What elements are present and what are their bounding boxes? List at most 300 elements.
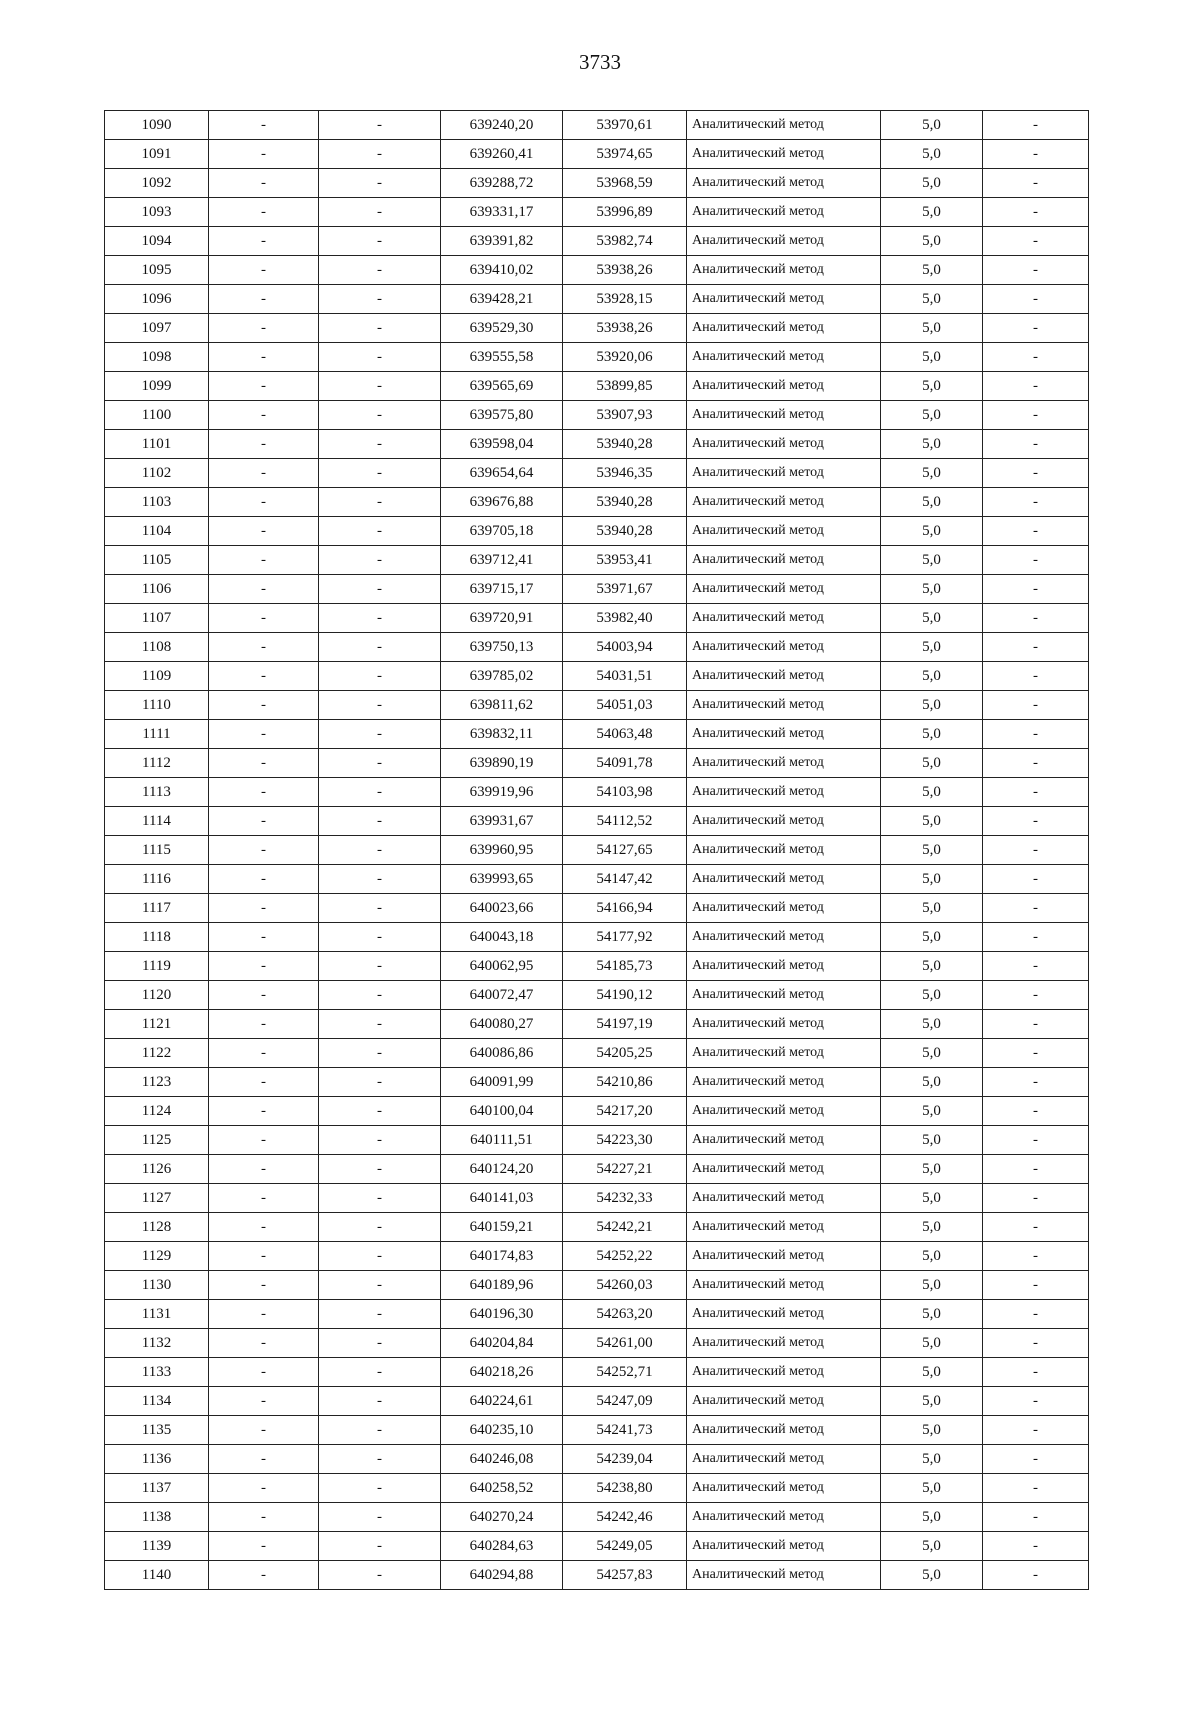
y-coordinate-cell: 54051,03 [563,691,687,720]
accuracy-cell: 5,0 [881,227,983,256]
method-cell: Аналитический метод [687,952,881,981]
empty-cell-c: - [983,1300,1089,1329]
accuracy-cell: 5,0 [881,778,983,807]
table-row [105,1532,1089,1561]
point-number-cell: 1124 [105,1097,209,1126]
empty-cell-a: - [209,865,319,894]
empty-cell-a: - [209,952,319,981]
method-cell: Аналитический метод [687,169,881,198]
x-coordinate-cell: 639391,82 [441,227,563,256]
empty-cell-a: - [209,1561,319,1590]
empty-cell-a: - [209,169,319,198]
x-coordinate-cell: 639410,02 [441,256,563,285]
empty-cell-a: - [209,140,319,169]
method-cell: Аналитический метод [687,1474,881,1503]
x-coordinate-cell: 640204,84 [441,1329,563,1358]
y-coordinate-cell: 54242,21 [563,1213,687,1242]
empty-cell-c: - [983,430,1089,459]
y-coordinate-cell: 53899,85 [563,372,687,401]
table-row [105,575,1089,604]
x-coordinate-cell: 639720,91 [441,604,563,633]
empty-cell-a: - [209,662,319,691]
empty-cell-b: - [319,1184,441,1213]
point-number-cell: 1092 [105,169,209,198]
empty-cell-a: - [209,1416,319,1445]
empty-cell-a: - [209,1358,319,1387]
y-coordinate-cell: 53940,28 [563,517,687,546]
empty-cell-a: - [209,1184,319,1213]
y-coordinate-cell: 53920,06 [563,343,687,372]
empty-cell-c: - [983,1242,1089,1271]
accuracy-cell: 5,0 [881,720,983,749]
empty-cell-a: - [209,430,319,459]
table-row [105,1503,1089,1532]
x-coordinate-cell: 639705,18 [441,517,563,546]
empty-cell-b: - [319,662,441,691]
method-cell: Аналитический метод [687,140,881,169]
empty-cell-c: - [983,952,1089,981]
empty-cell-b: - [319,1532,441,1561]
empty-cell-b: - [319,1387,441,1416]
point-number-cell: 1091 [105,140,209,169]
empty-cell-a: - [209,111,319,140]
x-coordinate-cell: 639931,67 [441,807,563,836]
x-coordinate-cell: 640141,03 [441,1184,563,1213]
table-row [105,1300,1089,1329]
y-coordinate-cell: 54177,92 [563,923,687,952]
empty-cell-b: - [319,314,441,343]
empty-cell-c: - [983,1010,1089,1039]
empty-cell-c: - [983,343,1089,372]
empty-cell-b: - [319,1010,441,1039]
method-cell: Аналитический метод [687,459,881,488]
y-coordinate-cell: 54031,51 [563,662,687,691]
empty-cell-c: - [983,256,1089,285]
table-row [105,1474,1089,1503]
method-cell: Аналитический метод [687,111,881,140]
accuracy-cell: 5,0 [881,952,983,981]
x-coordinate-cell: 639575,80 [441,401,563,430]
empty-cell-b: - [319,1242,441,1271]
empty-cell-c: - [983,691,1089,720]
table-row [105,314,1089,343]
y-coordinate-cell: 54063,48 [563,720,687,749]
accuracy-cell: 5,0 [881,372,983,401]
empty-cell-a: - [209,314,319,343]
empty-cell-b: - [319,111,441,140]
y-coordinate-cell: 54103,98 [563,778,687,807]
accuracy-cell: 5,0 [881,691,983,720]
point-number-cell: 1139 [105,1532,209,1561]
table-row [105,140,1089,169]
empty-cell-b: - [319,1445,441,1474]
x-coordinate-cell: 639890,19 [441,749,563,778]
empty-cell-b: - [319,372,441,401]
y-coordinate-cell: 53940,28 [563,430,687,459]
table-row [105,1010,1089,1039]
empty-cell-a: - [209,1387,319,1416]
y-coordinate-cell: 54261,00 [563,1329,687,1358]
empty-cell-a: - [209,604,319,633]
y-coordinate-cell: 54247,09 [563,1387,687,1416]
empty-cell-a: - [209,1532,319,1561]
empty-cell-b: - [319,1097,441,1126]
y-coordinate-cell: 54249,05 [563,1532,687,1561]
empty-cell-b: - [319,923,441,952]
table-row [105,1039,1089,1068]
y-coordinate-cell: 53971,67 [563,575,687,604]
y-coordinate-cell: 53907,93 [563,401,687,430]
empty-cell-b: - [319,1358,441,1387]
empty-cell-c: - [983,1097,1089,1126]
x-coordinate-cell: 640218,26 [441,1358,563,1387]
accuracy-cell: 5,0 [881,1097,983,1126]
method-cell: Аналитический метод [687,575,881,604]
empty-cell-c: - [983,1329,1089,1358]
empty-cell-c: - [983,575,1089,604]
point-number-cell: 1106 [105,575,209,604]
y-coordinate-cell: 54252,71 [563,1358,687,1387]
point-number-cell: 1109 [105,662,209,691]
empty-cell-c: - [983,1445,1089,1474]
y-coordinate-cell: 53938,26 [563,314,687,343]
empty-cell-b: - [319,1561,441,1590]
x-coordinate-cell: 639598,04 [441,430,563,459]
accuracy-cell: 5,0 [881,198,983,227]
accuracy-cell: 5,0 [881,981,983,1010]
table-row [105,1416,1089,1445]
empty-cell-c: - [983,169,1089,198]
accuracy-cell: 5,0 [881,1039,983,1068]
empty-cell-c: - [983,1474,1089,1503]
table-row [105,720,1089,749]
empty-cell-a: - [209,1126,319,1155]
table-row [105,169,1089,198]
empty-cell-c: - [983,488,1089,517]
empty-cell-a: - [209,1329,319,1358]
accuracy-cell: 5,0 [881,1387,983,1416]
point-number-cell: 1138 [105,1503,209,1532]
x-coordinate-cell: 639919,96 [441,778,563,807]
point-number-cell: 1100 [105,401,209,430]
x-coordinate-cell: 640091,99 [441,1068,563,1097]
empty-cell-c: - [983,459,1089,488]
empty-cell-a: - [209,923,319,952]
empty-cell-c: - [983,140,1089,169]
empty-cell-a: - [209,1503,319,1532]
table-row [105,1329,1089,1358]
empty-cell-b: - [319,720,441,749]
table-row [105,1097,1089,1126]
table-row [105,865,1089,894]
point-number-cell: 1096 [105,285,209,314]
empty-cell-b: - [319,169,441,198]
y-coordinate-cell: 54205,25 [563,1039,687,1068]
point-number-cell: 1108 [105,633,209,662]
table-row [105,633,1089,662]
table-row [105,691,1089,720]
table-row [105,749,1089,778]
method-cell: Аналитический метод [687,401,881,430]
table-row [105,488,1089,517]
empty-cell-b: - [319,459,441,488]
empty-cell-c: - [983,1532,1089,1561]
method-cell: Аналитический метод [687,1039,881,1068]
table-row [105,1271,1089,1300]
table-row [105,285,1089,314]
empty-cell-b: - [319,952,441,981]
empty-cell-b: - [319,633,441,662]
empty-cell-a: - [209,401,319,430]
method-cell: Аналитический метод [687,749,881,778]
empty-cell-b: - [319,430,441,459]
point-number-cell: 1116 [105,865,209,894]
empty-cell-b: - [319,575,441,604]
accuracy-cell: 5,0 [881,401,983,430]
empty-cell-c: - [983,836,1089,865]
accuracy-cell: 5,0 [881,1416,983,1445]
empty-cell-b: - [319,1068,441,1097]
x-coordinate-cell: 640189,96 [441,1271,563,1300]
accuracy-cell: 5,0 [881,256,983,285]
y-coordinate-cell: 54238,80 [563,1474,687,1503]
empty-cell-c: - [983,662,1089,691]
x-coordinate-cell: 640270,24 [441,1503,563,1532]
accuracy-cell: 5,0 [881,1474,983,1503]
x-coordinate-cell: 640072,47 [441,981,563,1010]
x-coordinate-cell: 639331,17 [441,198,563,227]
empty-cell-a: - [209,1039,319,1068]
empty-cell-a: - [209,1213,319,1242]
accuracy-cell: 5,0 [881,1561,983,1590]
table-row [105,343,1089,372]
y-coordinate-cell: 53982,40 [563,604,687,633]
method-cell: Аналитический метод [687,546,881,575]
point-number-cell: 1099 [105,372,209,401]
point-number-cell: 1115 [105,836,209,865]
point-number-cell: 1097 [105,314,209,343]
empty-cell-c: - [983,111,1089,140]
accuracy-cell: 5,0 [881,488,983,517]
x-coordinate-cell: 639288,72 [441,169,563,198]
empty-cell-a: - [209,1155,319,1184]
method-cell: Аналитический метод [687,1387,881,1416]
x-coordinate-cell: 639960,95 [441,836,563,865]
x-coordinate-cell: 639715,17 [441,575,563,604]
y-coordinate-cell: 54242,46 [563,1503,687,1532]
x-coordinate-cell: 639240,20 [441,111,563,140]
y-coordinate-cell: 54147,42 [563,865,687,894]
empty-cell-c: - [983,1184,1089,1213]
method-cell: Аналитический метод [687,720,881,749]
point-number-cell: 1094 [105,227,209,256]
empty-cell-b: - [319,227,441,256]
empty-cell-c: - [983,865,1089,894]
y-coordinate-cell: 53940,28 [563,488,687,517]
empty-cell-a: - [209,720,319,749]
table-row [105,778,1089,807]
point-number-cell: 1090 [105,111,209,140]
method-cell: Аналитический метод [687,343,881,372]
empty-cell-c: - [983,923,1089,952]
y-coordinate-cell: 53953,41 [563,546,687,575]
method-cell: Аналитический метод [687,1126,881,1155]
empty-cell-c: - [983,401,1089,430]
point-number-cell: 1137 [105,1474,209,1503]
method-cell: Аналитический метод [687,1329,881,1358]
table-row [105,459,1089,488]
x-coordinate-cell: 639428,21 [441,285,563,314]
point-number-cell: 1136 [105,1445,209,1474]
y-coordinate-cell: 54217,20 [563,1097,687,1126]
empty-cell-a: - [209,1474,319,1503]
point-number-cell: 1134 [105,1387,209,1416]
accuracy-cell: 5,0 [881,1300,983,1329]
accuracy-cell: 5,0 [881,894,983,923]
empty-cell-b: - [319,691,441,720]
x-coordinate-cell: 639993,65 [441,865,563,894]
empty-cell-c: - [983,517,1089,546]
y-coordinate-cell: 54112,52 [563,807,687,836]
point-number-cell: 1105 [105,546,209,575]
x-coordinate-cell: 639260,41 [441,140,563,169]
x-coordinate-cell: 639555,58 [441,343,563,372]
empty-cell-b: - [319,894,441,923]
empty-cell-c: - [983,1416,1089,1445]
empty-cell-a: - [209,778,319,807]
x-coordinate-cell: 640043,18 [441,923,563,952]
x-coordinate-cell: 640111,51 [441,1126,563,1155]
empty-cell-a: - [209,633,319,662]
table-row [105,807,1089,836]
point-number-cell: 1135 [105,1416,209,1445]
x-coordinate-cell: 640124,20 [441,1155,563,1184]
accuracy-cell: 5,0 [881,865,983,894]
x-coordinate-cell: 639565,69 [441,372,563,401]
method-cell: Аналитический метод [687,662,881,691]
y-coordinate-cell: 54223,30 [563,1126,687,1155]
table-row [105,923,1089,952]
empty-cell-c: - [983,1213,1089,1242]
empty-cell-c: - [983,749,1089,778]
point-number-cell: 1113 [105,778,209,807]
x-coordinate-cell: 640159,21 [441,1213,563,1242]
accuracy-cell: 5,0 [881,1271,983,1300]
y-coordinate-cell: 53974,65 [563,140,687,169]
y-coordinate-cell: 54127,65 [563,836,687,865]
point-number-cell: 1102 [105,459,209,488]
empty-cell-c: - [983,633,1089,662]
accuracy-cell: 5,0 [881,343,983,372]
table-row [105,430,1089,459]
point-number-cell: 1101 [105,430,209,459]
accuracy-cell: 5,0 [881,1010,983,1039]
method-cell: Аналитический метод [687,633,881,662]
accuracy-cell: 5,0 [881,1126,983,1155]
method-cell: Аналитический метод [687,1097,881,1126]
empty-cell-c: - [983,894,1089,923]
empty-cell-c: - [983,981,1089,1010]
empty-cell-b: - [319,1300,441,1329]
accuracy-cell: 5,0 [881,459,983,488]
empty-cell-a: - [209,1445,319,1474]
method-cell: Аналитический метод [687,604,881,633]
method-cell: Аналитический метод [687,1010,881,1039]
empty-cell-a: - [209,227,319,256]
table-row [105,836,1089,865]
empty-cell-b: - [319,1329,441,1358]
table-row [105,1445,1089,1474]
y-coordinate-cell: 54241,73 [563,1416,687,1445]
accuracy-cell: 5,0 [881,1532,983,1561]
method-cell: Аналитический метод [687,314,881,343]
empty-cell-a: - [209,1242,319,1271]
empty-cell-a: - [209,1300,319,1329]
y-coordinate-cell: 54263,20 [563,1300,687,1329]
empty-cell-c: - [983,198,1089,227]
table-row [105,604,1089,633]
point-number-cell: 1103 [105,488,209,517]
empty-cell-b: - [319,1474,441,1503]
method-cell: Аналитический метод [687,285,881,314]
empty-cell-a: - [209,894,319,923]
table-row [105,198,1089,227]
accuracy-cell: 5,0 [881,1068,983,1097]
empty-cell-c: - [983,604,1089,633]
point-number-cell: 1118 [105,923,209,952]
y-coordinate-cell: 54252,22 [563,1242,687,1271]
point-number-cell: 1093 [105,198,209,227]
table-row [105,894,1089,923]
accuracy-cell: 5,0 [881,111,983,140]
table-row [105,1184,1089,1213]
accuracy-cell: 5,0 [881,546,983,575]
method-cell: Аналитический метод [687,227,881,256]
point-number-cell: 1132 [105,1329,209,1358]
table-row [105,1068,1089,1097]
method-cell: Аналитический метод [687,430,881,459]
point-number-cell: 1098 [105,343,209,372]
y-coordinate-cell: 53996,89 [563,198,687,227]
point-number-cell: 1122 [105,1039,209,1068]
empty-cell-a: - [209,981,319,1010]
accuracy-cell: 5,0 [881,749,983,778]
point-number-cell: 1120 [105,981,209,1010]
accuracy-cell: 5,0 [881,430,983,459]
x-coordinate-cell: 639832,11 [441,720,563,749]
y-coordinate-cell: 53938,26 [563,256,687,285]
coordinates-table [104,110,1089,1590]
y-coordinate-cell: 53982,74 [563,227,687,256]
accuracy-cell: 5,0 [881,1358,983,1387]
empty-cell-b: - [319,488,441,517]
method-cell: Аналитический метод [687,1561,881,1590]
empty-cell-b: - [319,1503,441,1532]
accuracy-cell: 5,0 [881,140,983,169]
empty-cell-a: - [209,1068,319,1097]
accuracy-cell: 5,0 [881,662,983,691]
empty-cell-a: - [209,575,319,604]
table-row [105,1561,1089,1590]
empty-cell-b: - [319,1126,441,1155]
empty-cell-b: - [319,517,441,546]
method-cell: Аналитический метод [687,488,881,517]
y-coordinate-cell: 54185,73 [563,952,687,981]
method-cell: Аналитический метод [687,1503,881,1532]
empty-cell-b: - [319,546,441,575]
accuracy-cell: 5,0 [881,575,983,604]
empty-cell-c: - [983,807,1089,836]
